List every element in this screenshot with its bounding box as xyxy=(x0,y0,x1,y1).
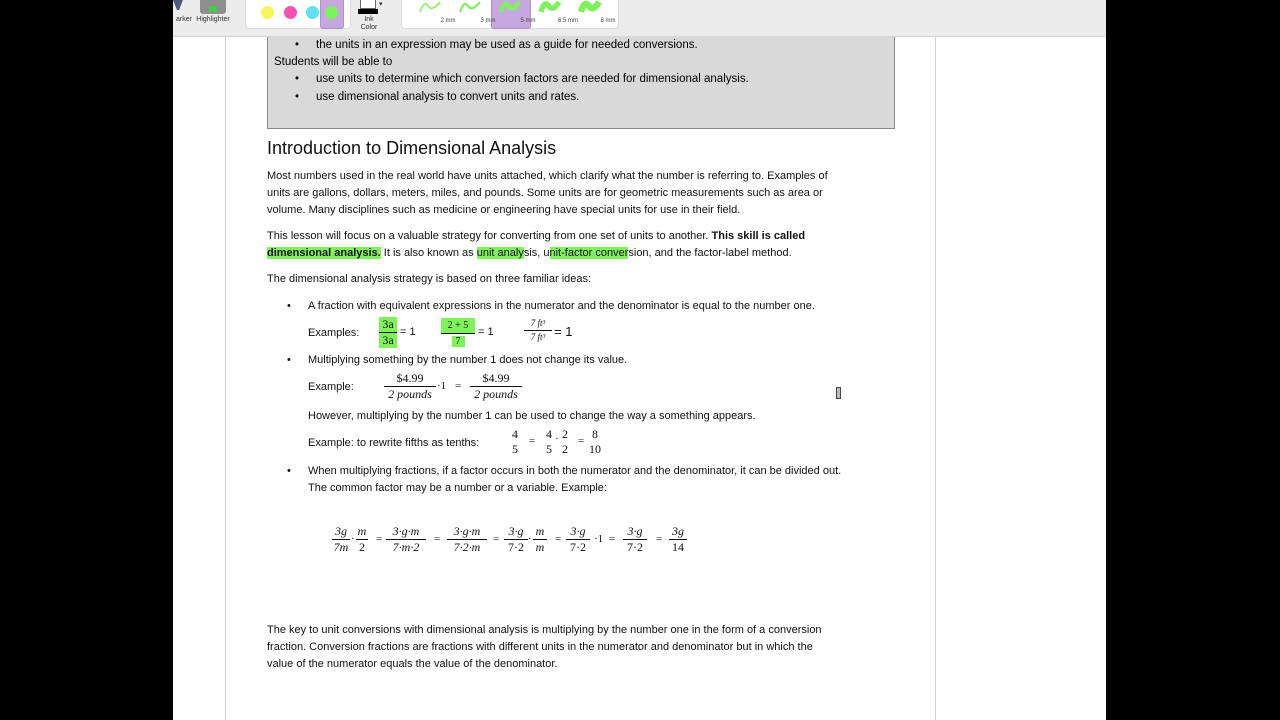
chain-fraction: $\frac{3\cdot g}{7\cdot 2}$ xyxy=(566,524,590,555)
highlight-color-group xyxy=(245,0,351,29)
stroke-6-5mm-icon xyxy=(538,0,562,14)
stroke-2mm-icon xyxy=(418,0,442,14)
document-window xyxy=(173,0,1106,720)
chain-operator: = xyxy=(656,533,663,545)
para1-line: Most numbers used in the real world have units attached, which clarify what the number is referring to. Examples of xyxy=(267,170,828,182)
ink-color-label: Ink Color xyxy=(360,16,378,31)
fraction-8-10: 8 10 xyxy=(589,427,601,456)
document-page[interactable] xyxy=(226,37,935,720)
size-3mm[interactable]: 3 mm xyxy=(452,0,488,28)
chain-operator: · xyxy=(351,533,355,545)
stroke-5mm-icon xyxy=(498,0,522,14)
example-fraction-3a: $\frac{3a}{3a}$ xyxy=(379,317,397,348)
chain-operator: = xyxy=(555,533,562,545)
chain-operator: ·1 = xyxy=(594,533,615,545)
idea3-line2: The common factor may be a number or a variable. Example: xyxy=(308,482,607,494)
stroke-3mm-icon xyxy=(458,0,482,14)
equals-sign: = xyxy=(455,380,462,392)
fraction-4-5: 4 5 xyxy=(546,427,552,456)
objective-bullet: • use dimensional analysis to convert units and rates. xyxy=(295,91,580,103)
para1-line: volume. Many disciplines such as medicine or engineering have special units for use in their field. xyxy=(267,204,741,216)
chain-fraction: $\frac{3\cdot g}{7\cdot 2}$ xyxy=(623,524,647,555)
chain-fraction: $\frac{m}{2}$ xyxy=(357,524,367,554)
chain-fraction: $\frac{3\cdot g}{7\cdot 2}$ xyxy=(504,524,528,555)
objective-bullet: • the units in an expression may be used as a guide for needed conversions. xyxy=(295,39,698,51)
color-yellow[interactable] xyxy=(261,6,274,19)
highlight-dimensional-analysis: dimensional analysis. xyxy=(267,247,381,259)
objective-bullet: • use units to determine which conversion factors are needed for dimensional analysis. xyxy=(295,73,749,85)
example2-label: Example: to rewrite fifths as tenths: xyxy=(308,437,480,449)
ex2-equals: = 1 xyxy=(478,326,494,338)
idea2-bullet: • xyxy=(287,354,291,366)
fraction-4-5: 4 5 xyxy=(512,427,518,456)
idea1-text: A fraction with equivalent expressions in the numerator and the denominator is equal to the number one. xyxy=(308,300,815,312)
dot-operator: · xyxy=(555,433,559,445)
chain-operator: = xyxy=(434,533,441,545)
size-6-5mm[interactable]: 6.5 mm xyxy=(532,0,568,28)
pen-icon xyxy=(360,0,376,9)
idea2-text: Multiplying something by the number 1 does not change its value. xyxy=(308,354,628,366)
example-fraction-ft3: $\frac{\text{7 ft³}}{\text{7 ft³}}$ xyxy=(524,317,552,344)
price-fraction: $4.99 2 pounds xyxy=(384,371,436,402)
color-pink[interactable] xyxy=(284,6,297,19)
highlight-unit-factor-conversion: nit-factor conver xyxy=(549,247,629,259)
highlighter-icon xyxy=(200,0,226,14)
price-fraction-result: $4.99 2 pounds xyxy=(470,371,522,402)
example-label: Example: xyxy=(308,381,354,393)
para3: The dimensional analysis strategy is based on three familiar ideas: xyxy=(267,273,592,285)
chain-fraction: $\frac{3g}{7m}$ xyxy=(333,524,349,554)
highlighter-label: Highlighter xyxy=(196,16,230,23)
ink-swatch xyxy=(358,9,378,14)
chain-fraction: $\frac{m}{m}$ xyxy=(533,524,547,555)
idea3-bullet: • xyxy=(287,465,291,477)
chain-fraction: $\frac{3\cdot g\cdot m}{7\cdot 2\cdot m}$ xyxy=(447,524,487,555)
chain-operator: = xyxy=(493,533,500,545)
para1-line: units are gallons, dollars, meters, miles, and pounds. Some units are for geometric measurements such as area or xyxy=(267,187,823,199)
chain-fraction: $\frac{3g}{14}$ xyxy=(669,524,687,555)
marker-label: arker xyxy=(176,16,192,23)
equals-sign: = xyxy=(578,435,585,447)
example-fraction-2plus5: $\frac{2 + 5}{7}$ xyxy=(441,318,475,349)
ex1-equals: = 1 xyxy=(400,326,416,338)
however-text: However, multiplying by the number 1 can be used to change the way a something appears. xyxy=(308,410,756,422)
chain-fraction: $\frac{3\cdot g\cdot m}{7\cdot m\cdot 2}$ xyxy=(386,524,426,555)
size-5mm[interactable]: 5 mm xyxy=(492,0,528,28)
idea1-bullet: • xyxy=(287,300,291,312)
page-right-edge xyxy=(935,37,936,720)
equals-sign: = xyxy=(529,435,536,447)
chevron-down-icon: ▾ xyxy=(379,1,383,8)
para4-line: fraction. Conversion fractions are fractions with different units in the numerator and denominator but in which the xyxy=(267,641,813,653)
color-green[interactable] xyxy=(325,6,338,19)
section-heading: Introduction to Dimensional Analysis xyxy=(267,138,557,158)
students-intro: Students will be able to xyxy=(274,56,393,68)
times-one: ·1 xyxy=(437,380,447,392)
fraction-2-2: 2 2 xyxy=(562,427,568,456)
examples-label: Examples: xyxy=(308,327,360,339)
chain-operator: = xyxy=(376,533,383,545)
para4-line: The key to unit conversions with dimensional analysis is multiplying by the number one in the form of a conversion xyxy=(267,624,822,636)
size-2mm[interactable]: 2 mm xyxy=(412,0,448,28)
para4-line: value of the numerator equals the value of the denominator. xyxy=(267,658,558,670)
objectives-box xyxy=(267,37,895,129)
color-cyan[interactable] xyxy=(306,6,319,19)
para2-line1: This lesson will focus on a valuable strategy for converting from one set of units to another. This skill is called xyxy=(267,230,806,242)
ink-color-button[interactable] xyxy=(356,0,386,36)
draw-ribbon xyxy=(173,0,1106,37)
size-8mm[interactable]: 8 mm xyxy=(572,0,608,28)
idea3-line1: When multiplying fractions, if a factor occurs in both the numerator and the denominator, it can be divided out. xyxy=(308,465,842,477)
text-cursor-icon xyxy=(836,387,841,399)
highlight-unit-analysis: unit analy xyxy=(476,247,524,259)
para2-line2: dimensional analysis. It is also known as unit analysis, unit-factor conversion, and the factor-label method. xyxy=(267,247,792,259)
stroke-8mm-icon xyxy=(578,0,602,14)
marker-icon xyxy=(173,0,185,12)
size-group xyxy=(401,0,619,29)
chain-operator: · xyxy=(528,533,532,545)
ex3-equals: = 1 xyxy=(554,324,573,339)
